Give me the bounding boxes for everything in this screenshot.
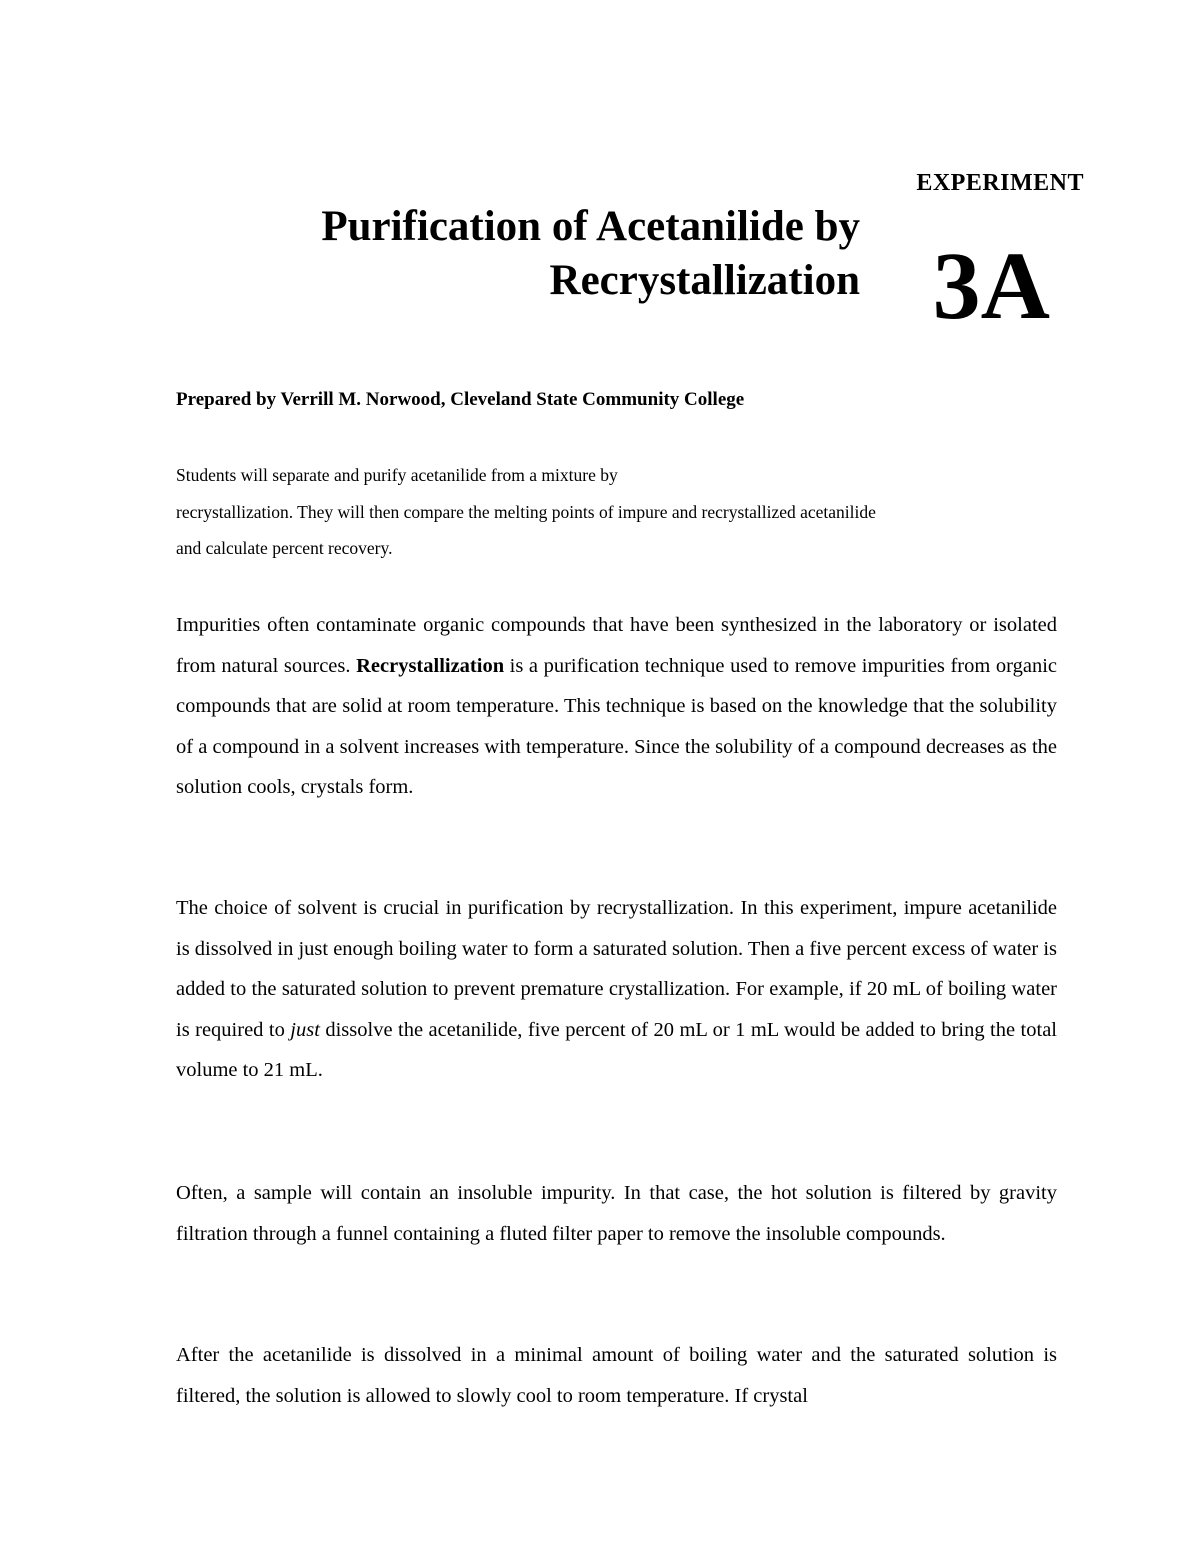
intro-line-2: recrystallization. They will then compare the melting points of impure and recrystallized acetanilide: [176, 501, 876, 522]
page-title: [160, 200, 860, 308]
title-line-1: Purification of Acetanilide by: [321, 203, 860, 250]
just-emphasis: just: [290, 1018, 320, 1041]
paragraph-cooling: After the acetanilide is dissolved in a minimal amount of boiling water and the saturated solution is filtered, the solution is allowed to slowly cool to room temperature. If crystal: [176, 1344, 1057, 1407]
recrystallization-term: Recrystallization: [356, 654, 505, 677]
experiment-label: EXPERIMENT: [916, 170, 1084, 196]
intro-paragraph: [176, 457, 1056, 567]
author-byline: Prepared by Verrill M. Norwood, Cleveland State Community College: [176, 389, 745, 410]
intro-line-3: and calculate percent recovery.: [176, 538, 393, 558]
paragraph-1-text-a: Impurities often contaminate organic compounds that have been synthesized in the laboratory or isolated from natural sources.: [176, 614, 1057, 677]
paragraph-solvent-choice: [176, 888, 1057, 1091]
paragraph-insoluble-impurity: Often, a sample will contain an insoluble impurity. In that case, the hot solution is filtered by gravity filtration through a funnel containing a fluted filter paper to remove the insoluble compounds.: [176, 1182, 1057, 1245]
intro-line-1: Students will separate and purify acetanilide from a mixture by: [176, 465, 618, 485]
paragraph-2-text-a: The choice of solvent is crucial in purification by recrystallization. In this experiment, impure acetanilide is dissolved in just enough boiling water to form a saturated solution. Then a five percent excess of water is added to the saturated solution to prevent premature crystallization. For example, if 20 mL of boiling water is required to: [176, 897, 1057, 1041]
paragraph-recrystallization: [176, 605, 1057, 808]
title-line-2: Recrystallization: [549, 257, 860, 304]
experiment-number: 3A: [932, 232, 1050, 339]
paragraph-1-text-b: is a purification technique used to remove impurities from organic compounds that are solid at room temperature. This technique is based on the knowledge that the solubility of a compound in a solvent increases with temperature. Since the solubility of a compound decreases as the solution cools, crystals form.: [176, 654, 1057, 799]
paragraph-2-text-b: dissolve the acetanilide, five percent of 20 mL or 1 mL would be added to bring the total volume to 21 mL.: [176, 1018, 1057, 1082]
